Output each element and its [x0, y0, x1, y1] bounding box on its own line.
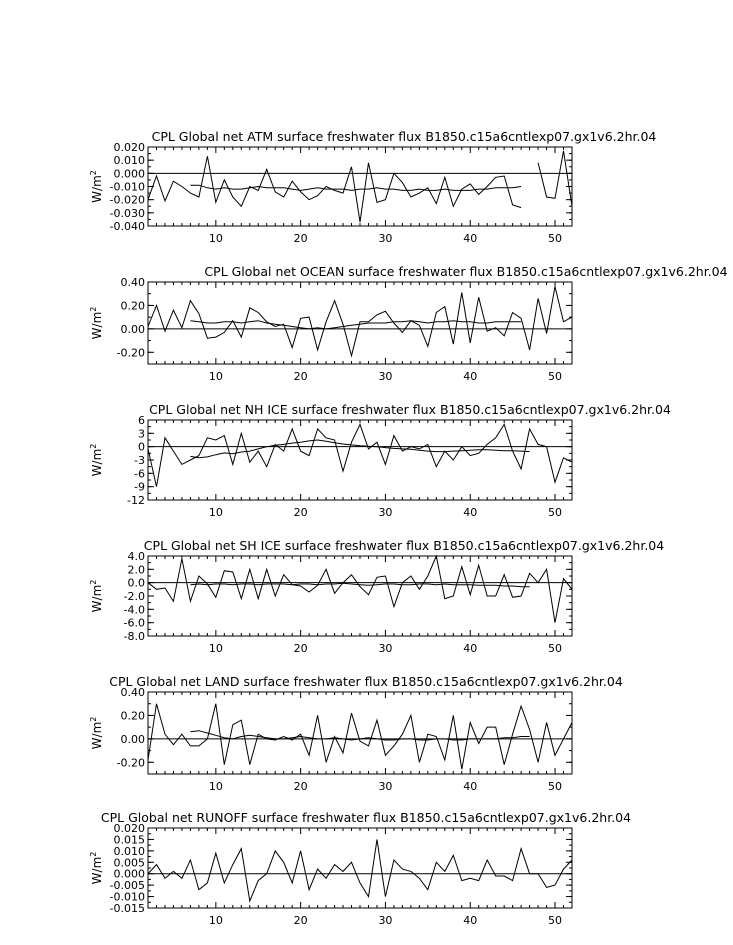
- panel-title: CPL Global net NH ICE surface freshwater flux B1850.c15a6cntlexp07.gx1v6.2hr.04: [149, 402, 671, 417]
- panel-title: CPL Global net RUNOFF surface freshwater flux B1850.c15a6cntlexp07.gx1v6.2hr.04: [100, 810, 632, 825]
- panel-title: CPL Global net LAND surface freshwater flux B1850.c15a6cntlexp07.gx1v6.2hr.04: [109, 674, 623, 689]
- y-tick-label: 4.0: [127, 550, 145, 563]
- series-line-raw: [148, 151, 572, 222]
- y-axis-label: $W/m^2$: [89, 579, 104, 613]
- x-tick-label: 40: [463, 370, 478, 383]
- y-tick-label: -0.005: [109, 879, 145, 893]
- series-line-smoothed: [190, 321, 521, 329]
- y-tick-label: 0.005: [113, 856, 145, 870]
- x-tick-label: 50: [548, 232, 563, 245]
- x-tick-label: 40: [463, 642, 478, 655]
- y-tick-label: -0.20: [116, 756, 145, 770]
- y-tick-label: 6: [138, 414, 145, 427]
- y-tick-label: -6: [134, 467, 145, 481]
- series-line-smoothed: [190, 440, 529, 458]
- x-tick-label: 50: [548, 370, 563, 383]
- y-tick-label: -4.0: [123, 603, 145, 617]
- y-axis-label: $W/m^2$: [89, 443, 104, 477]
- y-tick-label: -0.040: [109, 220, 145, 233]
- y-tick-label: 0.010: [113, 154, 145, 168]
- x-tick-label: 30: [378, 780, 393, 793]
- y-tick-label: -0.20: [116, 346, 145, 360]
- y-tick-label: -0.015: [109, 902, 145, 915]
- x-tick-label: 50: [548, 506, 563, 519]
- x-tick-label: 20: [293, 506, 308, 519]
- x-tick-label: 50: [548, 642, 563, 655]
- y-tick-label: 0.015: [113, 833, 145, 847]
- y-tick-label: -3: [134, 454, 145, 467]
- panel-title: CPL Global net OCEAN surface freshwater flux B1850.c15a6cntlexp07.gx1v6.2hr.04: [204, 264, 728, 279]
- x-tick-label: 10: [208, 506, 223, 519]
- y-tick-label: -0.030: [109, 206, 145, 220]
- panel-2: [89, 264, 728, 383]
- panel-1: [89, 129, 656, 245]
- plot-frame: [148, 556, 572, 636]
- y-axis-label: $W/m^2$: [89, 170, 104, 203]
- y-tick-label: 0.00: [120, 322, 145, 336]
- y-tick-label: -9: [134, 480, 145, 494]
- x-tick-label: 20: [293, 642, 308, 655]
- x-tick-label: 10: [208, 914, 223, 927]
- y-tick-label: 0.00: [120, 732, 145, 746]
- x-tick-label: 30: [378, 914, 393, 927]
- y-tick-label: -2.0: [123, 590, 145, 603]
- x-tick-label: 20: [293, 780, 308, 793]
- y-tick-label: 0.000: [113, 167, 145, 181]
- x-tick-label: 30: [378, 232, 393, 245]
- series-line-raw: [148, 704, 572, 770]
- x-tick-label: 40: [463, 506, 478, 519]
- plot-frame: [148, 692, 572, 774]
- y-tick-label: -0.020: [109, 193, 145, 207]
- y-tick-label: 0: [138, 440, 145, 454]
- x-tick-label: 20: [293, 914, 308, 927]
- y-axis-label: $W/m^2$: [89, 306, 104, 340]
- x-tick-label: 40: [463, 780, 478, 793]
- x-tick-label: 30: [378, 642, 393, 655]
- panel-title: CPL Global net SH ICE surface freshwater flux B1850.c15a6cntlexp07.gx1v6.2hr.04: [143, 538, 665, 553]
- y-tick-label: 0.020: [113, 822, 145, 835]
- x-tick-label: 40: [463, 914, 478, 927]
- x-tick-label: 30: [378, 506, 393, 519]
- series-line-raw: [148, 839, 572, 901]
- y-tick-label: 0.20: [120, 709, 145, 723]
- x-tick-label: 10: [208, 370, 223, 383]
- y-tick-label: 0.40: [120, 686, 145, 699]
- panel-6: [89, 810, 631, 927]
- panel-3: [89, 402, 671, 519]
- x-tick-label: 10: [208, 780, 223, 793]
- x-tick-label: 30: [378, 370, 393, 383]
- y-tick-label: -0.010: [109, 890, 145, 904]
- y-tick-label: 0.40: [120, 276, 145, 289]
- x-tick-label: 20: [293, 232, 308, 245]
- series-line-raw: [148, 556, 572, 623]
- plot-frame: [148, 147, 572, 226]
- x-tick-label: 10: [208, 232, 223, 245]
- y-tick-label: 0.000: [113, 867, 145, 881]
- panel-4: [89, 538, 664, 655]
- y-tick-label: 3: [138, 427, 145, 441]
- y-tick-label: -0.010: [109, 180, 145, 194]
- plot-frame: [148, 420, 572, 500]
- series-line-raw: [148, 287, 572, 356]
- y-tick-label: -6.0: [123, 616, 145, 630]
- y-tick-label: 0.0: [127, 576, 145, 590]
- panel-title: CPL Global net ATM surface freshwater flux B1850.c15a6cntlexp07.gx1v6.2hr.04: [151, 129, 657, 144]
- x-tick-label: 50: [548, 914, 563, 927]
- panel-5: [89, 674, 623, 793]
- y-tick-label: -12: [127, 494, 145, 507]
- y-tick-label: -8.0: [123, 630, 145, 643]
- y-axis-label: $W/m^2$: [89, 716, 104, 750]
- x-tick-label: 40: [463, 232, 478, 245]
- y-tick-label: 0.020: [113, 141, 145, 154]
- x-tick-label: 50: [548, 780, 563, 793]
- x-tick-label: 10: [208, 642, 223, 655]
- x-tick-label: 20: [293, 370, 308, 383]
- y-tick-label: 0.010: [113, 844, 145, 858]
- y-tick-label: 2.0: [127, 563, 145, 577]
- y-axis-label: $W/m^2$: [89, 851, 104, 885]
- y-tick-label: 0.20: [120, 299, 145, 313]
